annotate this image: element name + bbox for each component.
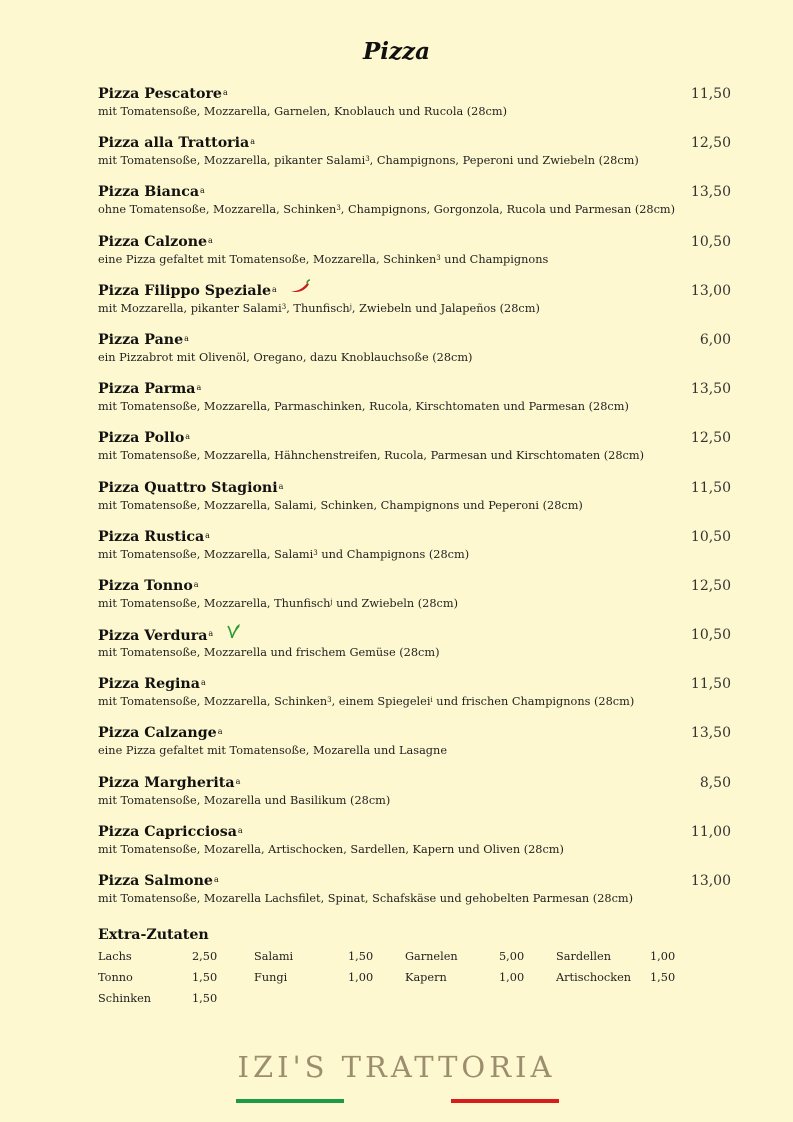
item-description: eine Pizza gefaltet mit Tomatensoße, Mozarella und Lasagne	[98, 744, 448, 758]
brand-stripe-green	[236, 1099, 344, 1103]
item-name-text: Pizza Salmone	[98, 873, 213, 889]
item-price: 11,50	[690, 479, 731, 496]
item-name	[98, 330, 189, 350]
item-price: 13,00	[690, 873, 731, 889]
item-name-text: Pizza Pescatore	[98, 86, 222, 102]
item-name-text: Pizza Quattro Stagioni	[98, 479, 278, 496]
item-description: mit Tomatensoße, Mozzarella, Thunfisch$^j$ und Zwiebeln (28cm)	[98, 596, 459, 610]
allergen-marker: a	[278, 481, 284, 491]
allergen-marker: a	[217, 727, 223, 737]
allergen-marker: a	[208, 235, 213, 245]
item-description: ohne Tomatensoße, Mozzarella, Schinken$^3$, Champignons, Gorgonzola, Rucola und Parmesan (28cm)	[98, 203, 676, 217]
allergen-marker: a	[222, 88, 228, 97]
item-price: 11,00	[690, 823, 731, 840]
item-name	[98, 182, 205, 202]
extra-ingredient-price: 1,00	[499, 971, 525, 984]
item-name-text: Pizza Filippo Speziale	[98, 282, 272, 299]
menu-item	[98, 625, 731, 674]
item-name	[98, 281, 311, 301]
menu-item	[98, 182, 731, 231]
menu-item	[98, 576, 731, 625]
item-description: eine Pizza gefaltet mit Tomatensoße, Mozzarella, Schinken$^3$ und Champignons	[98, 252, 549, 266]
item-description: mit Tomatensoße, Mozarella und Basilikum (28cm)	[98, 793, 391, 807]
allergen-marker: a	[237, 825, 243, 835]
item-name	[98, 84, 228, 104]
menu-item	[98, 281, 731, 330]
menu-item	[98, 330, 731, 379]
item-name	[98, 527, 210, 547]
item-description: mit Tomatensoße, Mozzarella und frischem Gemüse (28cm)	[98, 646, 440, 660]
item-name-text: Pizza Margherita	[98, 774, 235, 791]
page-title: Pizza	[362, 38, 431, 65]
item-description: mit Mozzarella, pikanter Salami$^3$, Thunfisch$^j$, Zwiebeln und Jalapeños (28cm)	[98, 301, 540, 315]
item-name-text: Pizza Pollo	[98, 430, 185, 447]
item-price: 13,50	[690, 725, 731, 742]
item-name	[98, 822, 243, 842]
extra-ingredient-name: Schinken	[98, 992, 152, 1005]
extra-ingredient-name: Tonno	[98, 971, 133, 984]
item-description: mit Tomatensoße, Mozzarella, pikanter Salami$^3$, Champignons, Peperoni und Zwiebeln (28cm)	[98, 154, 639, 168]
vegetarian-sprout-icon	[225, 623, 241, 645]
extra-ingredient-name: Kapern	[405, 971, 447, 984]
item-price: 10,50	[690, 627, 731, 644]
item-name	[98, 871, 219, 891]
menu-item	[98, 773, 731, 822]
extras-title: Extra-Zutaten	[98, 927, 209, 943]
item-price: 11,50	[690, 86, 731, 102]
brand-stripe-red	[451, 1099, 559, 1103]
menu-item	[98, 428, 731, 477]
item-description: mit Tomatensoße, Mozarella, Artischocken, Sardellen, Kapern und Oliven (28cm)	[98, 842, 564, 856]
extra-ingredient-name: Salami	[254, 950, 294, 963]
allergen-marker: a	[200, 186, 205, 196]
menu-item	[98, 527, 731, 576]
brand-logo: IZI'S TRATTORIA	[237, 1050, 556, 1084]
allergen-marker: a	[205, 530, 210, 540]
item-name	[98, 133, 255, 153]
extra-ingredient-name: Garnelen	[405, 950, 458, 963]
item-name-text: Pizza Verdura	[98, 628, 208, 645]
extra-ingredient-name: Artischocken	[556, 971, 632, 984]
extra-ingredient-name: Fungi	[254, 971, 288, 984]
menu-item	[98, 379, 731, 428]
item-name-text: Pizza Tonno	[98, 577, 193, 594]
item-name-text: Pizza Regina	[98, 676, 200, 693]
item-description: mit Tomatensoße, Mozzarella, Salami, Schinken, Champignons und Peperoni (28cm)	[98, 498, 583, 512]
item-name	[98, 428, 190, 448]
allergen-marker: a	[184, 333, 189, 343]
item-price: 13,50	[690, 184, 731, 201]
item-name-text: Pizza Parma	[98, 381, 196, 398]
item-name-text: Pizza Calzange	[98, 725, 217, 742]
allergen-marker: a	[185, 432, 191, 442]
item-name-text: Pizza Bianca	[98, 184, 200, 201]
item-name-text: Pizza Rustica	[98, 528, 205, 545]
item-name-text: Pizza alla Trattoria	[98, 135, 250, 152]
item-price: 13,00	[690, 282, 731, 299]
allergen-marker: a	[235, 776, 241, 786]
item-name	[98, 232, 213, 252]
chili-pepper-icon	[289, 279, 311, 299]
allergen-marker: a	[200, 678, 206, 688]
item-description: mit Tomatensoße, Mozzarella, Hähnchenstreifen, Rucola, Parmesan und Kirschtomaten (28cm)	[98, 449, 644, 463]
allergen-marker: a	[213, 875, 219, 884]
menu-item	[98, 84, 731, 133]
menu-item	[98, 478, 731, 527]
item-name-text: Pizza Calzone	[98, 233, 208, 250]
allergen-marker: a	[193, 579, 199, 589]
extra-ingredient-price: 2,50	[192, 950, 218, 963]
extra-ingredient-price: 5,00	[499, 950, 525, 963]
menu-item	[98, 871, 731, 920]
extra-ingredient-price: 1,50	[650, 971, 676, 984]
extra-ingredient-price: 1,00	[650, 950, 676, 963]
allergen-marker: a	[208, 629, 214, 639]
allergen-marker: a	[250, 137, 256, 147]
item-description: mit Tomatensoße, Mozzarella, Salami$^3$ und Champignons (28cm)	[98, 547, 470, 561]
menu-item	[98, 822, 731, 871]
item-description: ein Pizzabrot mit Olivenöl, Oregano, dazu Knoblauchsoße (28cm)	[98, 350, 473, 364]
menu-item	[98, 232, 731, 281]
item-price: 13,50	[690, 381, 731, 398]
item-price: 10,50	[690, 528, 731, 545]
menu-item	[98, 674, 731, 723]
item-description: mit Tomatensoße, Mozzarella, Garnelen, Knoblauch und Rucola (28cm)	[98, 105, 508, 118]
item-description: mit Tomatensoße, Mozzarella, Schinken$^3$, einem Spiegelei$^i$ und frischen Champignons (28cm)	[98, 695, 635, 709]
item-price: 11,50	[690, 676, 731, 693]
item-name-text: Pizza Capricciosa	[98, 823, 237, 840]
item-name-text: Pizza Pane	[98, 331, 184, 348]
extra-ingredient-price: 1,50	[348, 950, 374, 963]
item-price: 10,50	[690, 233, 731, 250]
extra-ingredient-name: Sardellen	[556, 950, 611, 963]
menu-item	[98, 133, 731, 182]
extra-ingredient-price: 1,50	[192, 992, 218, 1005]
menu-item	[98, 723, 731, 772]
extra-ingredient-name: Lachs	[98, 950, 132, 963]
item-name	[98, 478, 283, 498]
item-name	[98, 773, 240, 793]
item-name	[98, 723, 222, 743]
item-price: 6,00	[699, 331, 731, 348]
item-price: 12,50	[690, 135, 731, 152]
item-name	[98, 674, 206, 694]
item-name	[98, 625, 241, 647]
menu-list	[98, 84, 731, 920]
item-name	[98, 379, 201, 399]
extra-ingredient-price: 1,00	[348, 971, 374, 984]
allergen-marker: a	[272, 284, 277, 294]
item-price: 12,50	[690, 577, 731, 594]
item-description: mit Tomatensoße, Mozarella Lachsfilet, Spinat, Schafskäse und gehobelten Parmesan (28cm)	[98, 892, 634, 905]
item-description: mit Tomatensoße, Mozzarella, Parmaschinken, Rucola, Kirschtomaten und Parmesan (28cm)	[98, 400, 629, 414]
item-price: 8,50	[699, 774, 731, 791]
item-name	[98, 576, 199, 596]
extra-ingredient-price: 1,50	[192, 971, 218, 984]
allergen-marker: a	[196, 383, 202, 393]
item-price: 12,50	[690, 430, 731, 447]
